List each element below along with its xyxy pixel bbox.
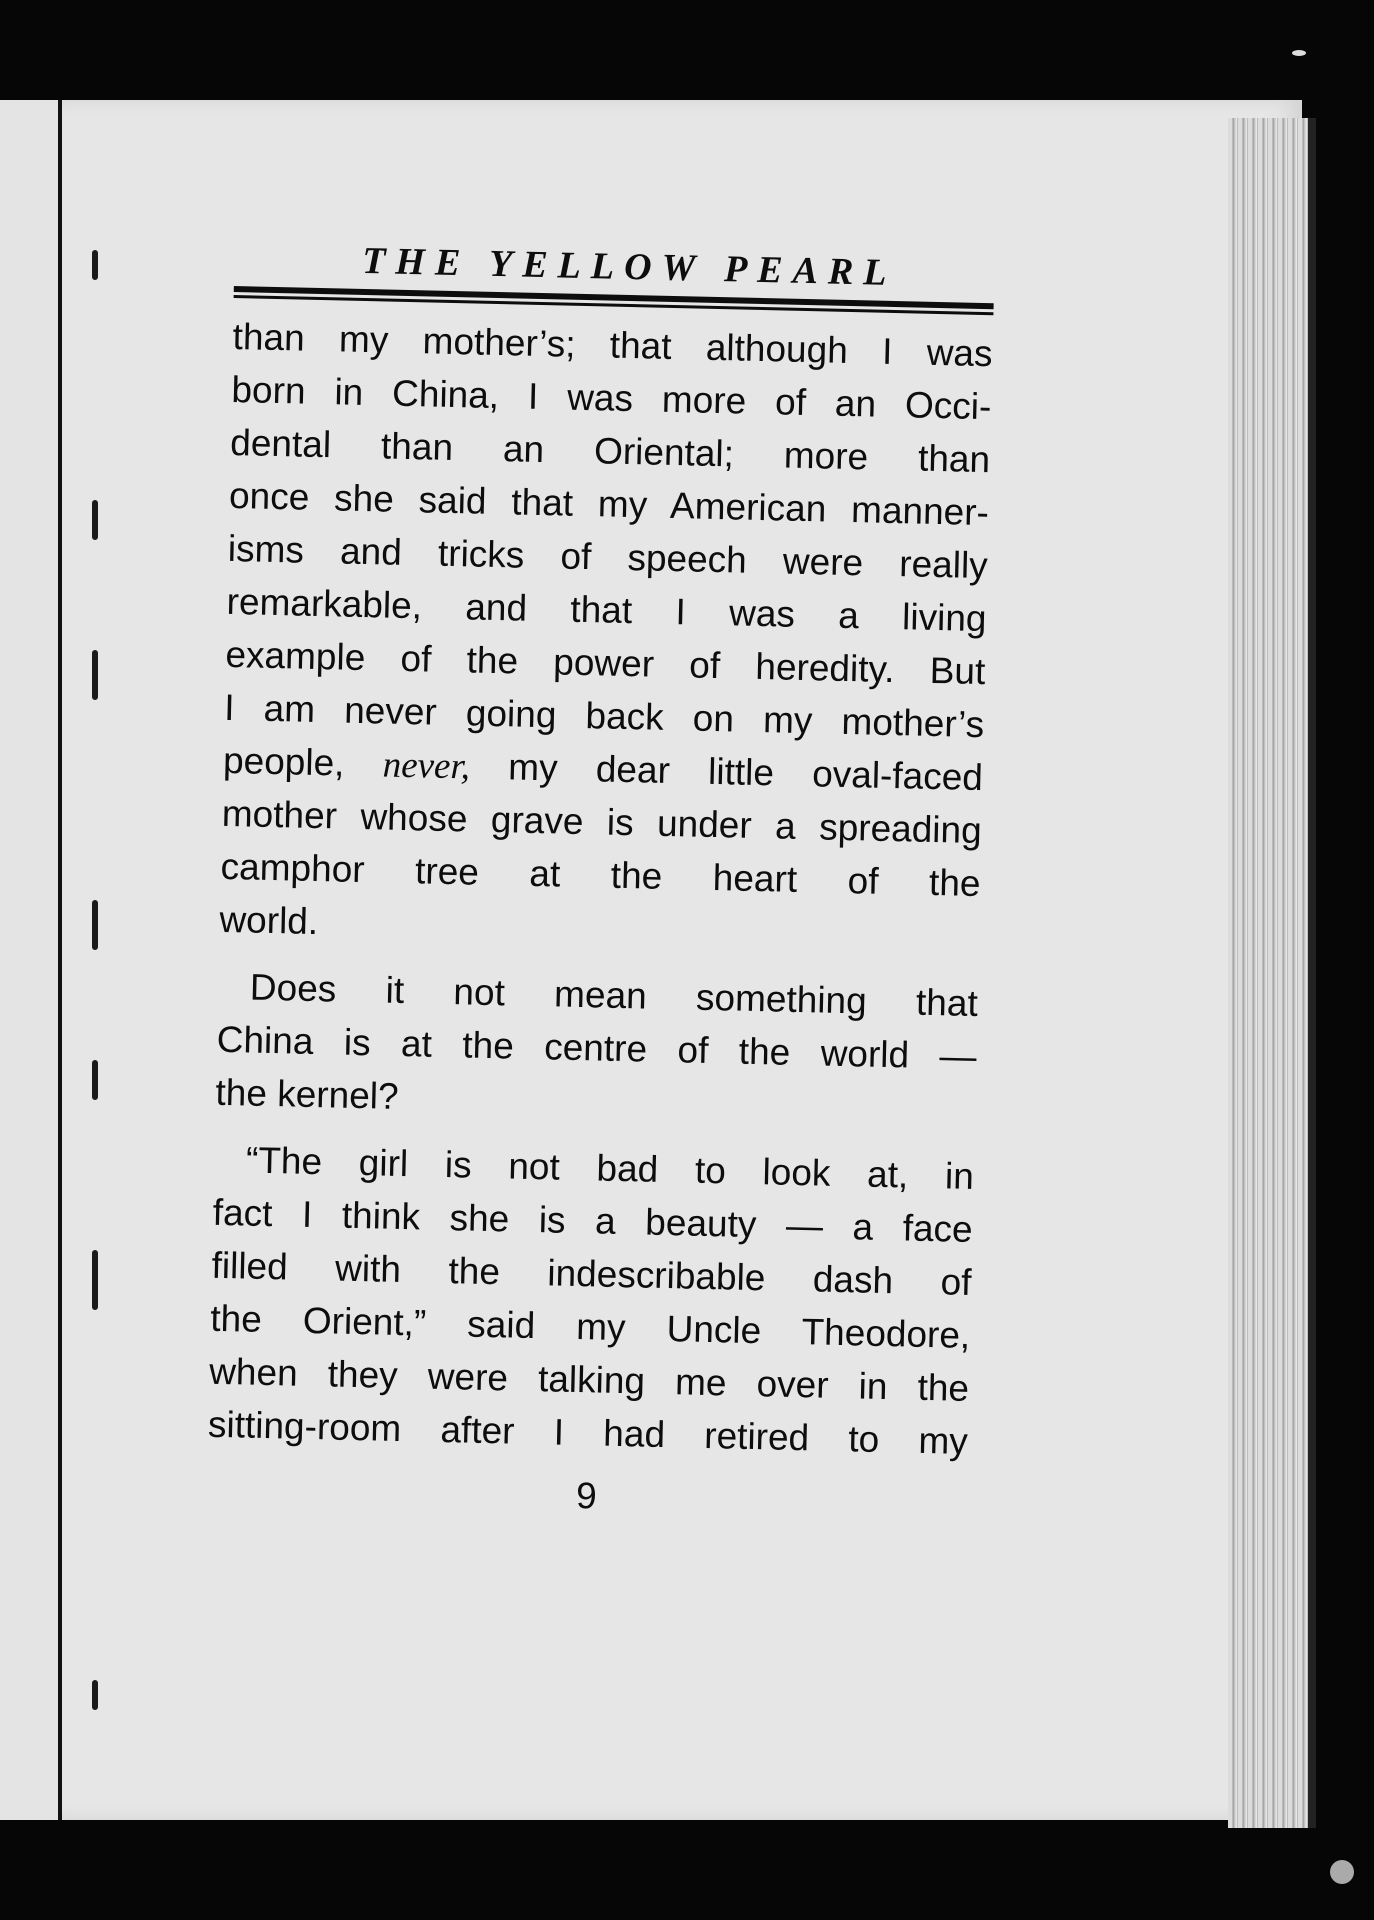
text-line: people, never, my dear little oval-faced — [222, 739, 984, 799]
gutter-mark — [92, 1680, 98, 1710]
text-line: fact I think she is a beauty — a face — [212, 1191, 974, 1250]
text-line: than my mother’s; that although I was — [232, 315, 993, 375]
text-line: born in China, I was more of an Occi- — [231, 368, 992, 428]
text-line: dental than an Oriental; more than — [229, 421, 991, 481]
text-line: I am never going back on my mother’s — [223, 686, 985, 746]
text-line: the Orient,” said my Uncle Theodore, — [209, 1297, 971, 1356]
text-line: example of the power of heredity. But — [225, 633, 986, 693]
gutter-mark — [92, 500, 98, 540]
text-line: “The girl is not bad to look at, in — [245, 1139, 975, 1197]
emphasis-word: never, — [382, 744, 471, 788]
text-line: Does it not mean something that — [249, 966, 979, 1025]
page-edges-stack — [1228, 118, 1316, 1828]
scan-speck — [1292, 50, 1306, 56]
gutter-mark — [92, 650, 98, 700]
text-line: the kernel? — [215, 1071, 400, 1117]
text-line: isms and tricks of speech were really — [227, 527, 989, 587]
paragraph-2 — [215, 960, 978, 1136]
text-line: camphor tree at the heart of the — [220, 845, 981, 905]
gutter-mark — [92, 250, 98, 280]
gutter-mark — [92, 1250, 98, 1310]
text-line: world. — [219, 898, 319, 943]
text-line: once she said that my American manner- — [228, 474, 990, 534]
scan-speck — [1330, 1860, 1354, 1884]
text-line: sitting-room after I had retired to my — [207, 1403, 969, 1462]
running-head: THE YELLOW PEARL — [361, 239, 898, 295]
gutter-marks — [92, 240, 102, 1800]
paragraph-3 — [207, 1133, 974, 1468]
gutter-mark — [92, 1060, 98, 1100]
body-text — [207, 310, 993, 1468]
paragraph-1 — [219, 310, 993, 963]
text-line: filled with the indescribable dash of — [211, 1244, 972, 1303]
page-text-block — [206, 236, 995, 1526]
text-line: China is at the centre of the world — — [216, 1018, 978, 1078]
text-line: remarkable, and that I was a living — [226, 580, 987, 640]
page-number: 9 — [575, 1475, 598, 1517]
text-line: when they were talking me over in the — [208, 1350, 970, 1409]
gutter-mark — [92, 900, 98, 950]
text-line: mother whose grave is under a spreading — [221, 792, 983, 852]
